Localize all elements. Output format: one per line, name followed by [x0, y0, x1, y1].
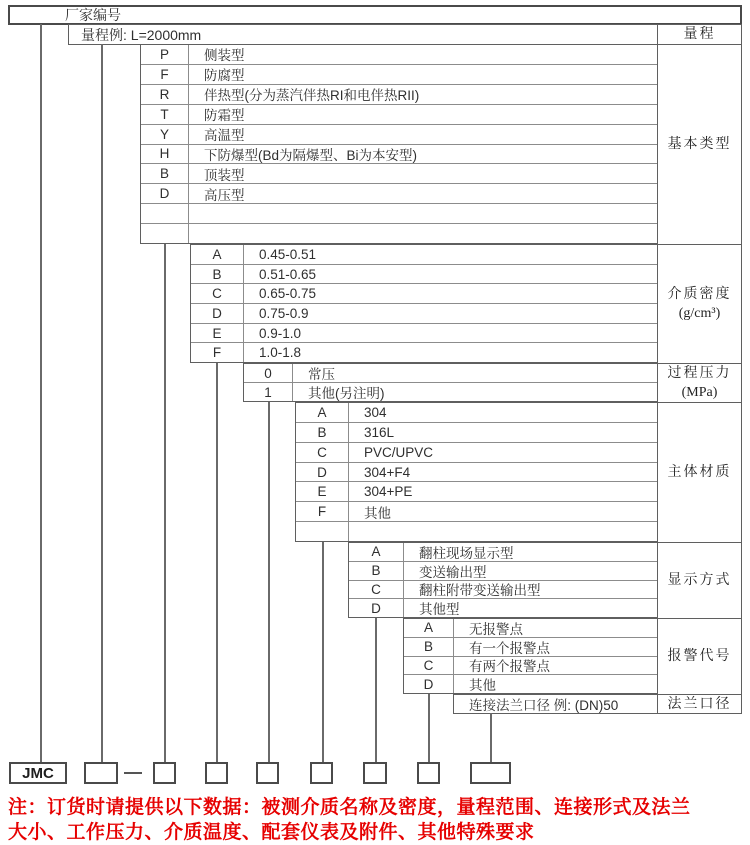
side-label-text: 量程	[683, 27, 716, 42]
section-alarm-code-label	[657, 618, 742, 695]
table-row	[349, 599, 657, 617]
table-row	[244, 364, 657, 383]
option-code: B	[141, 164, 189, 183]
side-label-text: 报警代号	[667, 649, 732, 664]
option-description: 其他(另注明)	[308, 386, 385, 401]
side-label-text: 介质密度	[667, 287, 732, 302]
option-description: 顶装型	[204, 167, 245, 183]
option-code: D	[404, 675, 454, 693]
section-medium-density-label	[657, 244, 742, 364]
connector-line	[428, 694, 430, 762]
side-label-text: 主体材质	[667, 465, 732, 480]
section-basic-type	[140, 44, 658, 244]
option-description: 0.65-0.75	[259, 286, 317, 302]
table-row	[454, 695, 657, 713]
option-code: 1	[244, 383, 293, 401]
table-row	[296, 443, 657, 463]
option-description: 0.9-1.0	[259, 325, 302, 341]
option-code: H	[141, 145, 189, 164]
table-row	[191, 245, 657, 265]
option-code: C	[296, 443, 349, 462]
table-row	[296, 463, 657, 483]
table-row	[349, 581, 657, 600]
connector-line	[101, 44, 103, 762]
option-code: D	[141, 184, 189, 203]
option-code: B	[296, 423, 349, 442]
option-description: 侧装型	[204, 48, 245, 64]
section-alarm-code	[403, 618, 658, 694]
table-row	[296, 502, 657, 522]
side-label-unit: (g/cm³)	[678, 306, 721, 321]
option-description: 高压型	[204, 187, 245, 203]
option-description: 有两个报警点	[469, 659, 550, 675]
option-description	[189, 204, 657, 223]
option-code: D	[191, 304, 244, 323]
model-code-box	[256, 762, 279, 784]
note-line-2: 大小、工作压力、介质温度、配套仪表及附件、其他特殊要求	[8, 822, 535, 843]
option-code: B	[404, 638, 454, 656]
table-row	[141, 145, 657, 165]
model-code-box	[153, 762, 176, 784]
section-basic-type-label	[657, 44, 742, 245]
side-label-flange-size	[657, 694, 742, 714]
model-code-box	[205, 762, 228, 784]
side-label-text: 法兰口径	[667, 696, 732, 712]
option-description: 1.0-1.8	[259, 345, 302, 361]
option-description: 0.45-0.51	[259, 246, 317, 262]
section-body-material	[295, 402, 658, 542]
option-description: 伴热型(分为蒸汽伴热RI和电伴热RII)	[204, 88, 420, 104]
table-row	[141, 85, 657, 105]
option-code: C	[349, 581, 404, 599]
side-label-text: 过程压力	[667, 366, 732, 381]
option-description: 304+PE	[364, 484, 413, 500]
table-row	[404, 619, 657, 638]
option-description: 下防爆型(Bd为隔爆型、Bi为本安型)	[204, 147, 418, 163]
table-row	[191, 284, 657, 304]
option-code: A	[349, 543, 404, 561]
option-description	[189, 224, 657, 243]
option-description: 防霜型	[204, 108, 245, 124]
option-description: 0.75-0.9	[259, 305, 309, 321]
option-description: 其他	[469, 678, 496, 693]
option-code: D	[349, 599, 404, 617]
table-row	[141, 105, 657, 125]
option-description: 304+F4	[364, 464, 411, 480]
option-code: A	[296, 403, 349, 422]
table-row	[404, 657, 657, 676]
model-code-box	[470, 762, 511, 784]
connector-line	[490, 713, 492, 762]
option-code: E	[191, 324, 244, 343]
option-description: 常压	[308, 367, 335, 382]
table-row	[349, 562, 657, 581]
table-row	[404, 675, 657, 693]
section-process-pressure	[243, 363, 658, 402]
option-description	[349, 522, 657, 541]
connector-line	[322, 542, 324, 762]
model-code-box	[84, 762, 118, 784]
option-code: B	[349, 562, 404, 580]
option-description: 有一个报警点	[469, 640, 550, 656]
option-code: F	[296, 502, 349, 521]
connector-line	[164, 244, 166, 762]
option-description: 防腐型	[204, 68, 245, 84]
option-code	[141, 224, 189, 243]
option-description: 304	[364, 404, 387, 420]
section-process-pressure-label	[657, 363, 742, 403]
note-line-1: 注：订货时请提供以下数据：被测介质名称及密度，量程范围、连接形式及法兰	[8, 797, 691, 818]
table-row	[141, 45, 657, 65]
connector-line	[268, 402, 270, 762]
option-description: 其他	[364, 505, 391, 521]
option-code	[296, 522, 349, 541]
table-row	[244, 383, 657, 401]
option-code: T	[141, 105, 189, 124]
option-description: 高温型	[204, 128, 245, 144]
side-label-unit: (MPa)	[681, 385, 718, 400]
range-example-row	[68, 24, 658, 45]
side-label-text: 显示方式	[667, 573, 732, 588]
connector-line	[375, 618, 377, 762]
option-code: C	[404, 657, 454, 675]
section-display-mode	[348, 542, 658, 618]
option-description: 其他型	[419, 602, 460, 617]
separator-dash	[124, 772, 142, 774]
option-code: P	[141, 45, 189, 64]
table-row	[141, 204, 657, 224]
option-code: Y	[141, 125, 189, 144]
side-label-range	[657, 24, 742, 45]
option-description: 0.51-0.65	[259, 266, 317, 282]
factory-code-label: 厂家编号	[65, 7, 121, 23]
model-code-box	[310, 762, 333, 784]
option-code: R	[141, 85, 189, 104]
table-row	[141, 164, 657, 184]
table-row	[296, 522, 657, 541]
ordering-note	[8, 795, 748, 845]
section-medium-density	[190, 244, 658, 363]
table-row	[349, 543, 657, 562]
table-row	[141, 65, 657, 85]
model-code-box	[417, 762, 440, 784]
option-code: A	[404, 619, 454, 637]
option-code: E	[296, 482, 349, 501]
option-description: 翻柱附带变送输出型	[419, 583, 541, 599]
table-row	[404, 638, 657, 657]
option-code: D	[296, 463, 349, 482]
range-example-label: 量程例: L=2000mm	[81, 26, 202, 43]
option-description: PVC/UPVC	[364, 444, 434, 460]
section-body-material-label	[657, 402, 742, 543]
model-prefix-box: JMC	[9, 762, 67, 784]
factory-code-box	[8, 5, 742, 25]
side-label-text: 基本类型	[667, 137, 732, 152]
flange-size-text: 连接法兰口径 例: (DN)50	[469, 698, 619, 713]
table-row	[296, 482, 657, 502]
table-row	[141, 224, 657, 243]
option-description: 316L	[364, 424, 395, 440]
connector-line	[216, 363, 218, 762]
table-row	[191, 304, 657, 324]
option-code: F	[191, 343, 244, 362]
section-display-mode-label	[657, 542, 742, 619]
option-description: 无报警点	[469, 621, 523, 637]
table-row	[141, 125, 657, 145]
table-row	[191, 324, 657, 344]
table-row	[141, 184, 657, 204]
option-description: 翻柱现场显示型	[419, 545, 514, 561]
flange-size-row	[453, 694, 658, 714]
option-code	[141, 204, 189, 223]
table-row	[191, 265, 657, 285]
option-code: C	[191, 284, 244, 303]
connector-line	[40, 24, 42, 762]
option-code: B	[191, 265, 244, 284]
model-code-box	[363, 762, 387, 784]
option-code: 0	[244, 364, 293, 382]
option-code: F	[141, 65, 189, 84]
table-row	[296, 403, 657, 423]
option-description: 变送输出型	[419, 564, 487, 580]
table-row	[296, 423, 657, 443]
table-row	[191, 343, 657, 362]
option-code: A	[191, 245, 244, 264]
